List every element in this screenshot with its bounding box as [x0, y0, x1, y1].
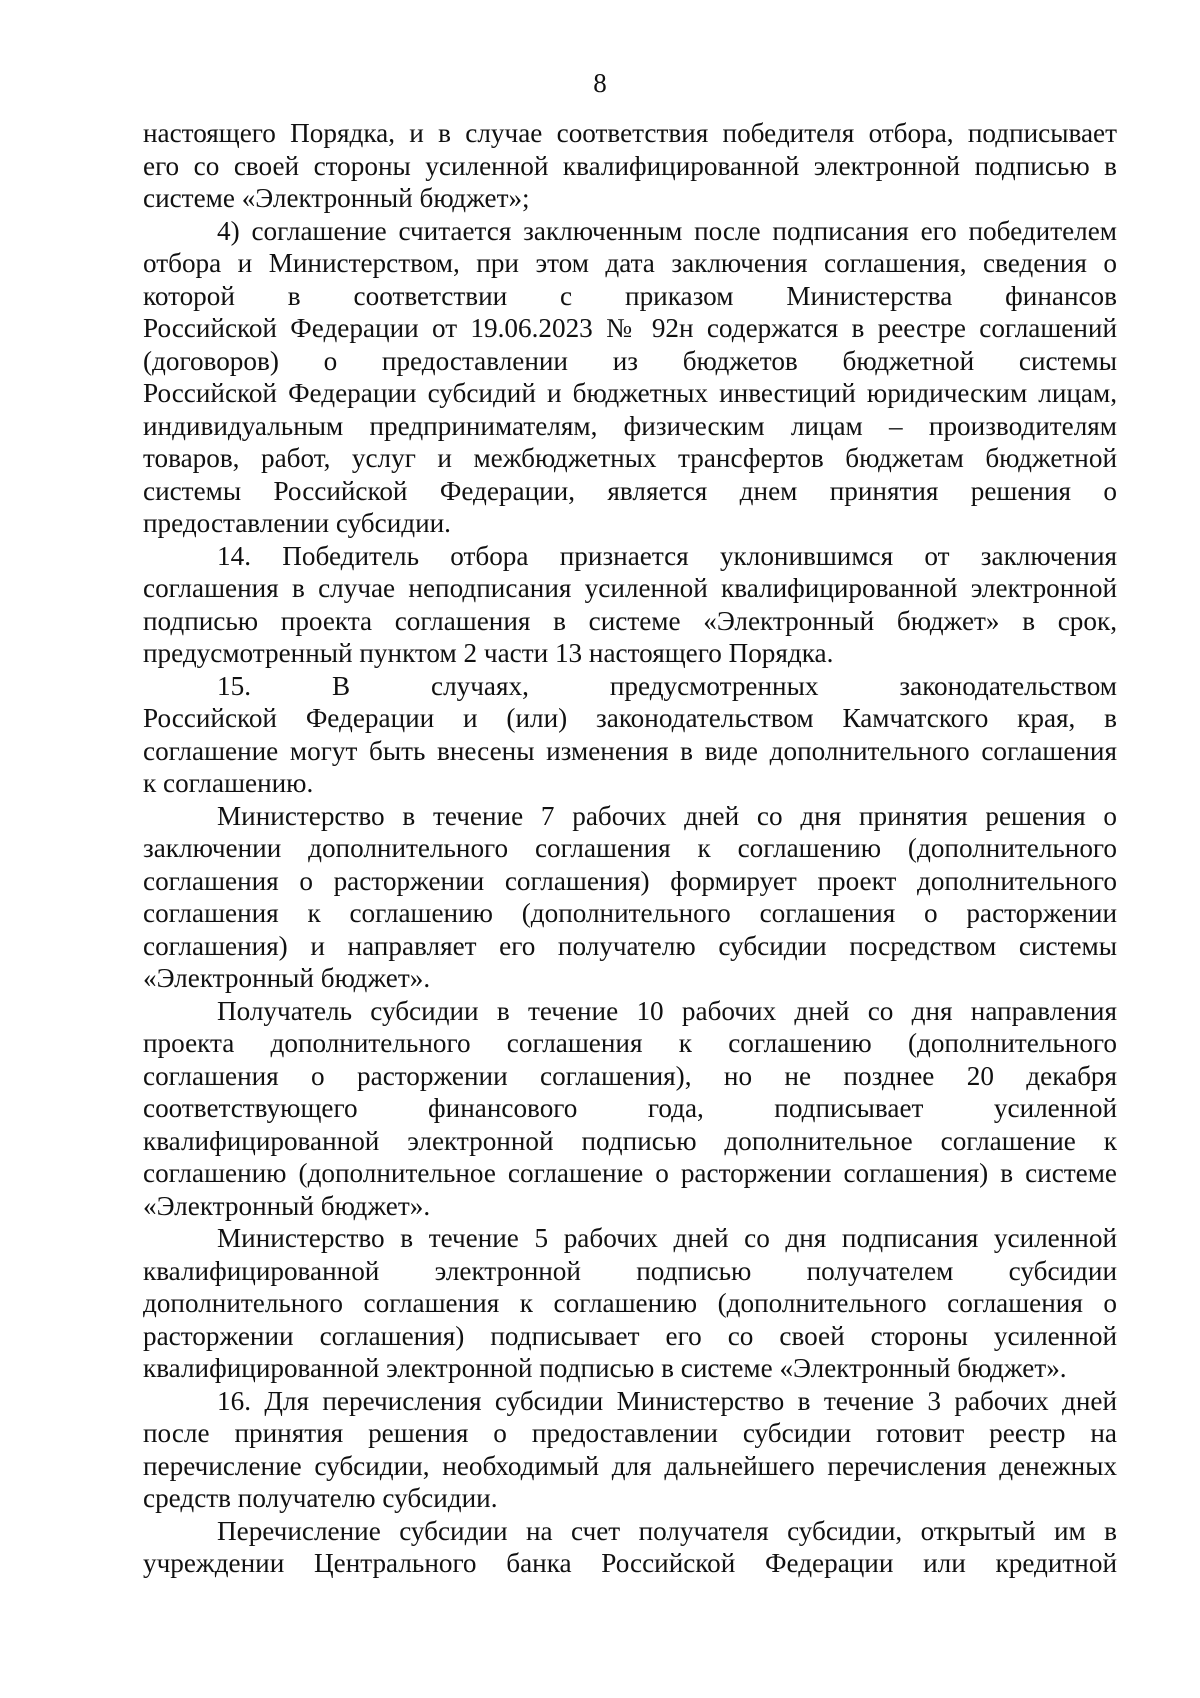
text-line: настоящего Порядка, и в случае соответствия победителя отбора, подписывает [143, 118, 1117, 148]
text-line: системы Российской Федерации, является днем принятия решения о [143, 475, 1117, 506]
text-line: соглашения о расторжении соглашения) формирует проект дополнительного [143, 865, 1117, 896]
text-line: подписью проекта соглашения в системе «Электронный бюджет» в срок, [143, 605, 1117, 636]
text-line: квалифицированной электронной подписью в системе «Электронный бюджет». [143, 1353, 1067, 1383]
paragraph [143, 215, 1117, 540]
text-line: 14. Победитель отбора признается уклонившимся от заключения [217, 540, 1117, 571]
text-line: Перечисление субсидии на счет получателя субсидии, открытый им в [217, 1515, 1117, 1546]
text-line: перечисление субсидии, необходимый для дальнейшего перечисления денежных [143, 1450, 1117, 1481]
text-line: дополнительного соглашения к соглашению (дополнительного соглашения о [143, 1288, 1117, 1318]
text-line: Министерство в течение 7 рабочих дней со дня принятия решения о [217, 800, 1117, 831]
text-line: квалифицированной электронной подписью дополнительное соглашение к [143, 1125, 1117, 1156]
text-line: Российской Федерации субсидий и бюджетных инвестиций юридическим лицам, [143, 378, 1117, 408]
text-line: предоставлении субсидии. [143, 508, 451, 538]
text-line: соглашению (дополнительное соглашение о расторжении соглашения) в системе [143, 1158, 1117, 1188]
text-line: Министерство в течение 5 рабочих дней со дня подписания усиленной [217, 1223, 1117, 1253]
text-line: (договоров) о предоставлении из бюджетов бюджетной системы [143, 345, 1117, 376]
paragraph [143, 670, 1117, 800]
text-line: к соглашению. [143, 768, 314, 798]
text-line: 4) соглашение считается заключенным после подписания его победителем [217, 215, 1117, 246]
paragraph [143, 1222, 1117, 1385]
text-line: «Электронный бюджет». [143, 1190, 431, 1221]
paragraph [143, 1385, 1117, 1515]
paragraph [143, 117, 1117, 215]
text-line: проекта дополнительного соглашения к соглашению (дополнительного [143, 1028, 1117, 1058]
paragraph [143, 1515, 1117, 1580]
text-line: средств получателю субсидии. [143, 1483, 498, 1513]
text-line: системе «Электронный бюджет»; [143, 183, 530, 213]
text-line: Получатель субсидии в течение 10 рабочих дней со дня направления [217, 995, 1117, 1026]
page-number: 8 [593, 68, 607, 98]
text-line: предусмотренный пунктом 2 части 13 настоящего Порядка. [143, 638, 834, 668]
text-line: отбора и Министерством, при этом дата заключения соглашения, сведения о [143, 248, 1117, 278]
text-line: соответствующего финансового года, подписывает усиленной [143, 1093, 1117, 1123]
text-line: товаров, работ, услуг и межбюджетных трансфертов бюджетам бюджетной [143, 443, 1117, 473]
text-line: индивидуальным предпринимателям, физическим лицам – производителям [143, 410, 1117, 441]
text-line: соглашения к соглашению (дополнительного соглашения о расторжении [143, 898, 1117, 928]
text-line: соглашения) и направляет его получателю субсидии посредством системы [143, 930, 1117, 961]
paragraph [143, 540, 1117, 670]
text-line: после принятия решения о предоставлении субсидии готовит реестр на [143, 1418, 1117, 1448]
text-line: Российской Федерации и (или) законодательством Камчатского края, в [143, 703, 1117, 733]
document-body [143, 117, 1117, 1580]
text-line: заключении дополнительного соглашения к соглашению (дополнительного [143, 833, 1117, 863]
text-line: его со своей стороны усиленной квалифицированной электронной подписью в [143, 150, 1117, 181]
text-line: учреждении Центрального банка Российской Федерации или кредитной [143, 1548, 1117, 1578]
text-line: расторжении соглашения) подписывает его со своей стороны усиленной [143, 1320, 1117, 1351]
text-line: соглашения о расторжении соглашения), но не позднее 20 декабря [143, 1060, 1117, 1091]
text-line: которой в соответствии с приказом Министерства финансов [143, 280, 1117, 311]
text-line: соглашения в случае неподписания усиленной квалифицированной электронной [143, 573, 1117, 603]
text-line: соглашение могут быть внесены изменения в виде дополнительного соглашения [143, 735, 1117, 766]
text-line: 16. Для перечисления субсидии Министерство в течение 3 рабочих дней [217, 1385, 1117, 1416]
paragraph [143, 800, 1117, 995]
text-line: 15. В случаях, предусмотренных законодательством [217, 670, 1117, 701]
text-line: Российской Федерации от 19.06.2023 № 92н содержатся в реестре соглашений [143, 313, 1117, 343]
text-line: квалифицированной электронной подписью получателем субсидии [143, 1255, 1117, 1286]
text-line: «Электронный бюджет». [143, 963, 431, 993]
paragraph [143, 995, 1117, 1223]
